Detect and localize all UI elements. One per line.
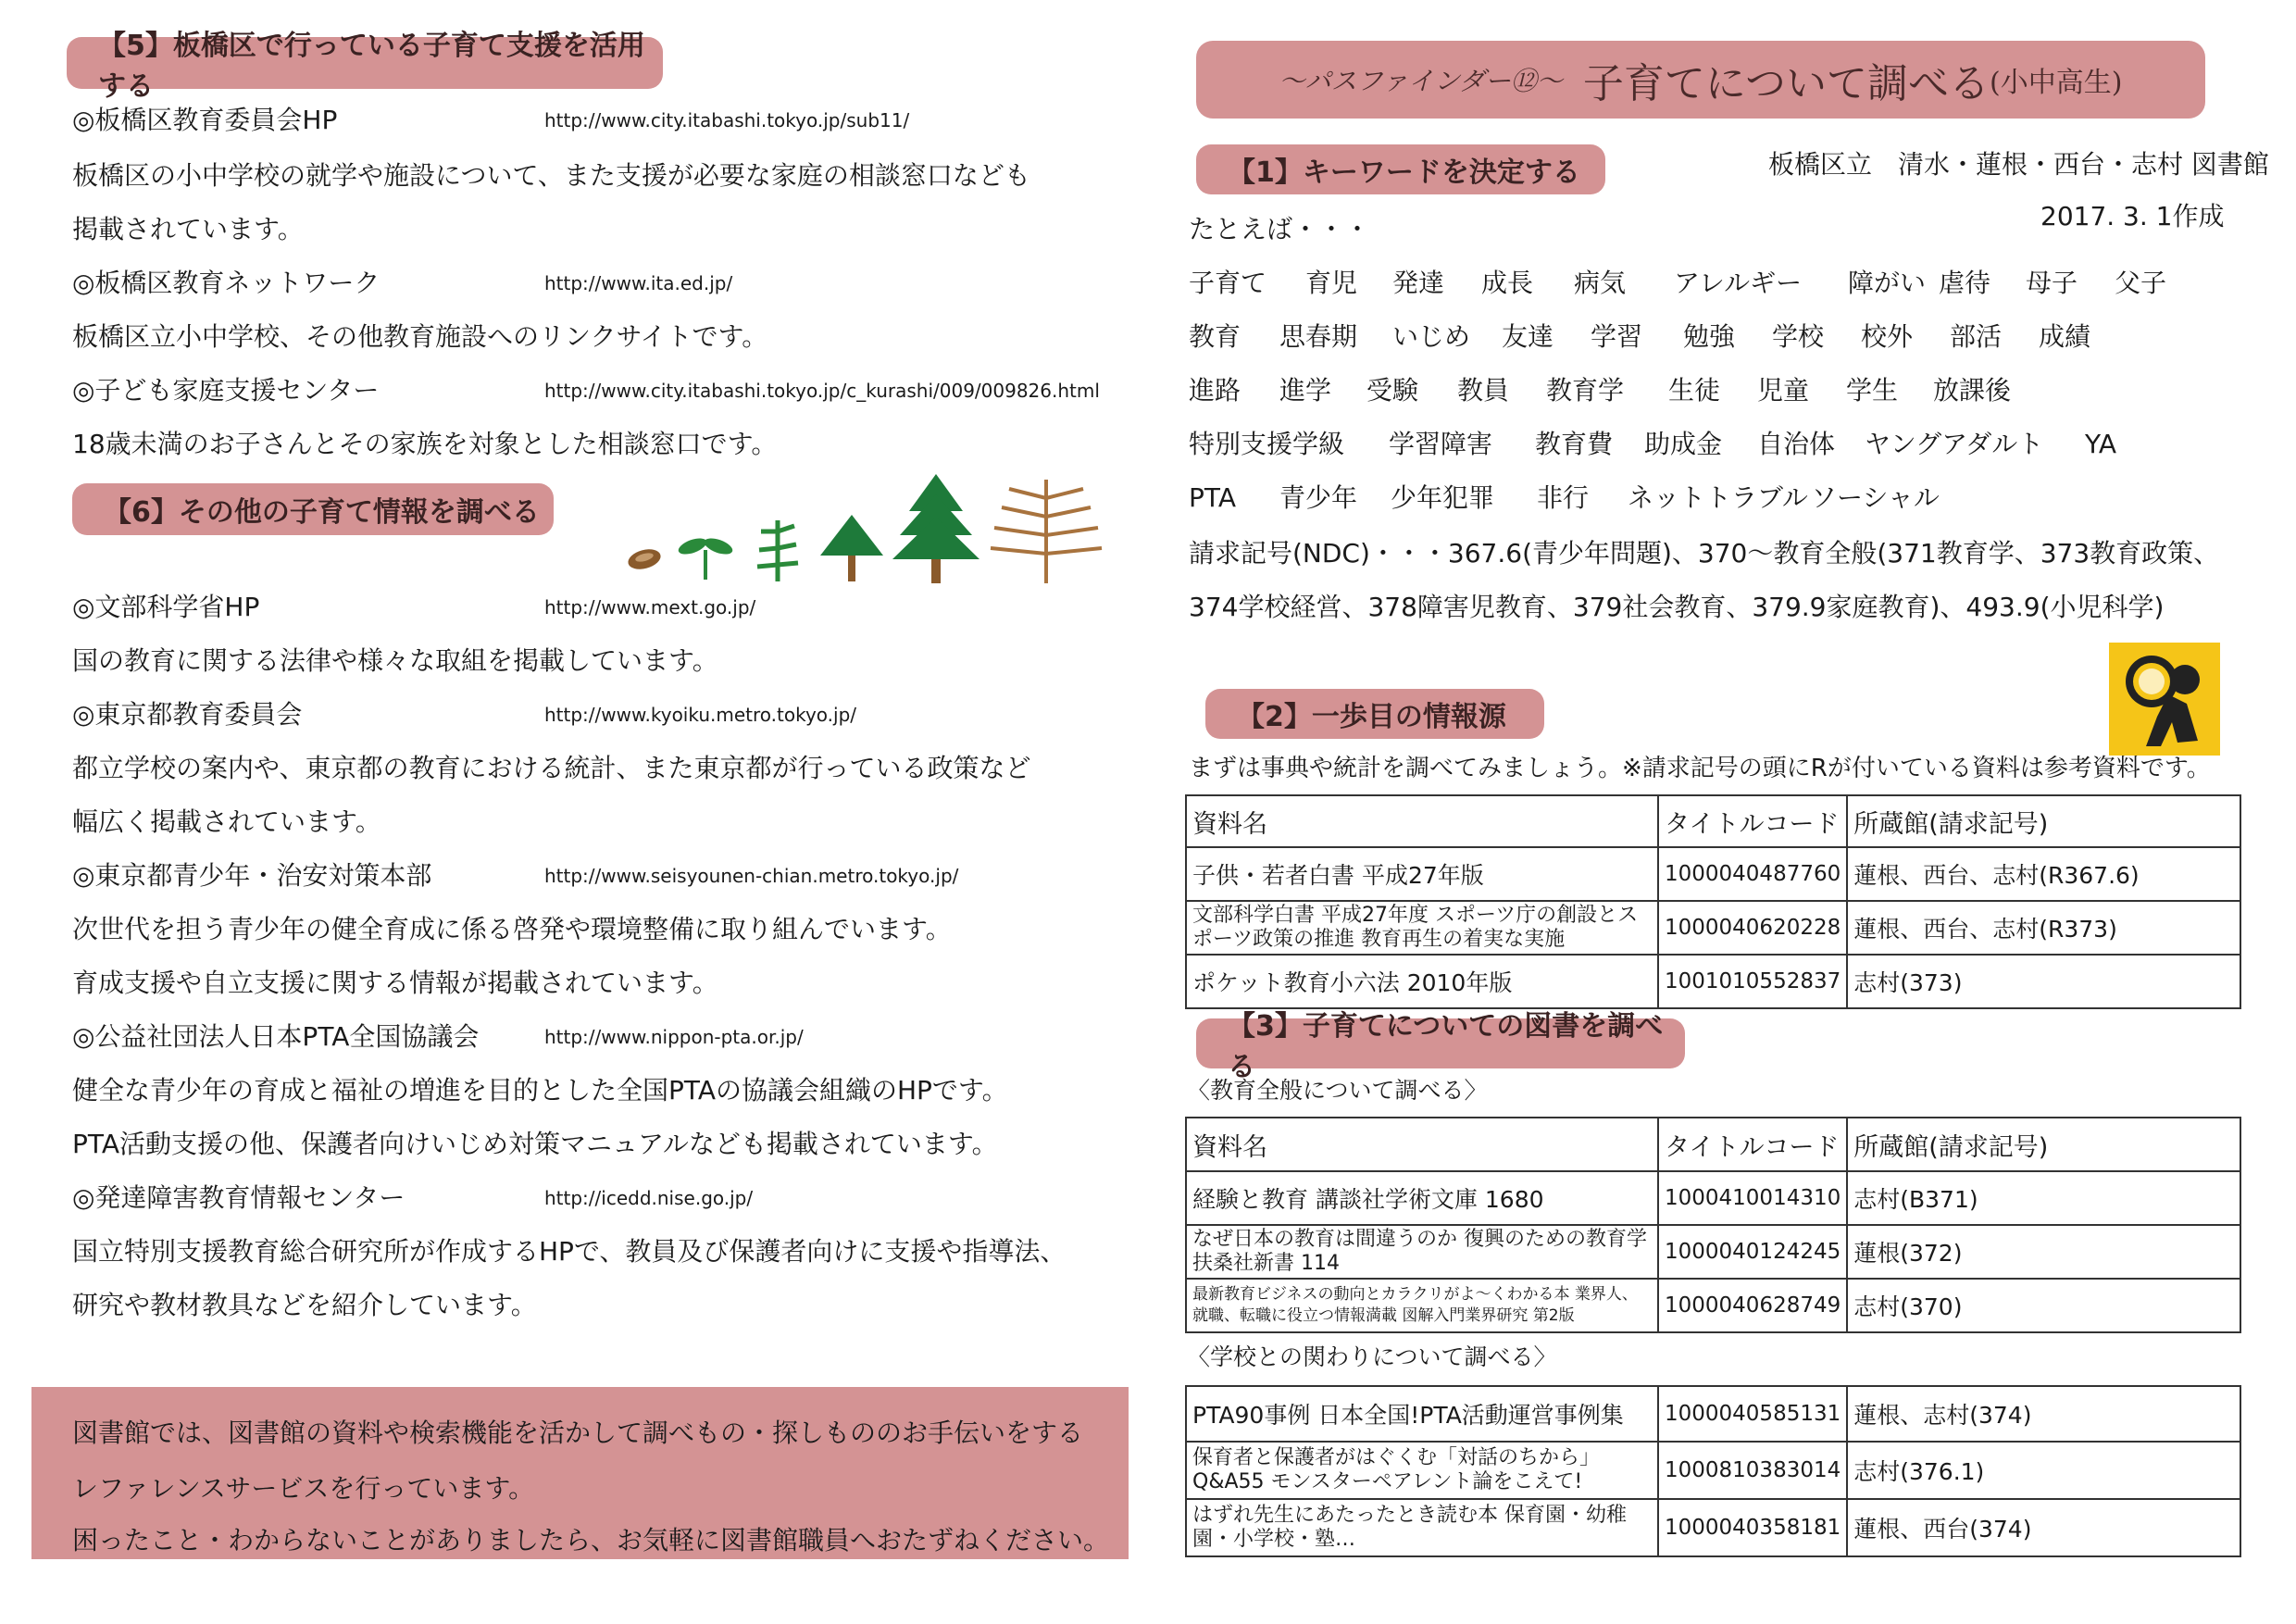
- table-header-row: [1186, 795, 2240, 847]
- section5-title: 【5】板橋区で行っている子育て支援を活用する: [98, 30, 645, 103]
- table-row: [1186, 1279, 2240, 1332]
- title-code: 1000040628749: [1658, 1279, 1847, 1332]
- magnifier-icon: [2109, 643, 2220, 756]
- keyword: 病気: [1574, 268, 1627, 298]
- keyword: YA: [2085, 429, 2117, 459]
- keyword: 学生: [1846, 375, 1899, 406]
- site-desc: 板橋区立小中学校、その他教育施設へのリンクサイトです。: [72, 321, 768, 352]
- site-desc: 国の教育に関する法律や様々な取組を掲載しています。: [72, 645, 718, 676]
- book-title: 最新教育ビジネスの動向とカラクリがよ～くわかる本 業界人、就職、転職に役立つ情報満載 図解入門業界研究 第2版: [1186, 1279, 1658, 1332]
- keyword: 勉強: [1683, 321, 1736, 352]
- large-tree-icon: [892, 474, 980, 583]
- ndc-line: 374学校経営、378障害児教育、379社会教育、379.9家庭教育)、493.9(小児科学): [1189, 592, 2165, 622]
- site-name: ◎文部科学省HP: [72, 592, 260, 622]
- site-desc: 健全な青少年の育成と福祉の増進を目的とした全国PTAの協議会組織のHPです。: [72, 1075, 1008, 1106]
- section6-title: 【6】その他の子育て情報を調べる: [104, 496, 540, 529]
- keyword: PTA: [1189, 482, 1236, 513]
- site-desc: PTA活動支援の他、保護者向けいじめ対策マニュアルなども掲載されています。: [72, 1129, 998, 1159]
- site-desc: 18歳未満のお子さんとその家族を対象とした相談窓口です。: [72, 429, 778, 459]
- site-desc: 育成支援や自立支援に関する情報が掲載されています。: [72, 968, 718, 998]
- keyword: ネットトラブル: [1628, 482, 1808, 513]
- site-desc: 研究や教材教具などを紹介しています。: [72, 1290, 537, 1320]
- holding-library: 志村(370): [1847, 1279, 2240, 1332]
- table-row: [1186, 1225, 2240, 1279]
- column-header: 資料名: [1186, 795, 1658, 847]
- keyword: 学習障害: [1389, 429, 1493, 459]
- site-desc: 国立特別支援教育総合研究所が作成するHPで、教員及び保護者向けに支援や指導法、: [72, 1236, 1067, 1267]
- ndc-line: 請求記号(NDC)・・・367.6(青少年問題)、370～教育全般(371教育学、373教育政策、: [1189, 538, 2220, 568]
- site-desc: 掲載されています。: [72, 214, 304, 244]
- site-url[interactable]: http://www.nippon-pta.or.jp/: [544, 1026, 804, 1048]
- title-audience: (小中高生): [1990, 67, 2123, 99]
- small-tree-icon: [820, 515, 883, 581]
- keyword: アレルギー: [1674, 268, 1803, 298]
- keyword: 非行: [1537, 482, 1590, 513]
- site-name: ◎板橋区教育委員会HP: [72, 105, 338, 135]
- section1-title: 【1】キーワードを決定する: [1228, 156, 1580, 189]
- holding-library: 志村(376.1): [1847, 1442, 2240, 1499]
- keyword: 学校: [1772, 321, 1825, 352]
- column-header: 所蔵館(請求記号): [1847, 795, 2240, 847]
- site-name: ◎子ども家庭支援センター: [72, 375, 380, 406]
- keyword: 育児: [1305, 268, 1358, 298]
- title-code: 1000040487760: [1658, 847, 1847, 901]
- title-code: 1000040620228: [1658, 901, 1847, 955]
- site-url[interactable]: http://www.seisyounen-chian.metro.tokyo.jp/: [544, 865, 959, 887]
- site-name: ◎発達障害教育情報センター: [72, 1182, 406, 1213]
- section3-header: [1196, 1010, 1685, 1083]
- site-url[interactable]: http://www.city.itabashi.tokyo.jp/sub11/: [544, 109, 910, 131]
- book-title: 経験と教育 講談社学術文庫 1680: [1186, 1171, 1658, 1225]
- site-url[interactable]: http://icedd.nise.go.jp/: [544, 1187, 754, 1209]
- keyword: 進学: [1279, 375, 1332, 406]
- page-title: 子育てについて調べる: [1582, 60, 1990, 107]
- table-row: [1186, 1171, 2240, 1225]
- table-row: [1186, 1499, 2240, 1556]
- column-header: 資料名: [1186, 1118, 1658, 1171]
- library-names: 板橋区立 清水・蓮根・西台・志村 図書館: [1768, 149, 2269, 180]
- holding-library: 蓮根(372): [1847, 1225, 2240, 1279]
- keyword: 青少年: [1279, 482, 1358, 513]
- notice-line: 困ったこと・わからないことがありましたら、お気軽に図書館職員へおたずねください。: [72, 1525, 1110, 1555]
- keyword: 学習: [1591, 321, 1643, 352]
- book-title: PTA90事例 日本全国!PTA活動運営事例集: [1186, 1386, 1658, 1442]
- title-code: 1000810383014: [1658, 1442, 1847, 1499]
- keyword: 成績: [2039, 321, 2091, 352]
- section5-header: [67, 30, 663, 103]
- section2-intro: まずは事典や統計を調べてみましょう。※請求記号の頭にRが付いている資料は参考資料です。: [1189, 755, 2211, 782]
- keyword: 障がい: [1848, 268, 1927, 298]
- section3-title: 【3】子育てについての図書を調べる: [1228, 1010, 1664, 1083]
- keyword: 部活: [1950, 321, 2003, 352]
- site-desc: 幅広く掲載されています。: [72, 806, 381, 837]
- title-subtitle: ～パスファインダー⑫～: [1279, 66, 1563, 96]
- site-name: ◎板橋区教育ネットワーク: [72, 268, 381, 298]
- book-title: なぜ日本の教育は間違うのか 復興のための教育学 扶桑社新書 114: [1186, 1225, 1658, 1279]
- keyword: 生徒: [1668, 375, 1721, 406]
- site-url[interactable]: http://www.ita.ed.jp/: [544, 272, 733, 294]
- holding-library: 志村(373): [1847, 955, 2240, 1008]
- site-desc: 次世代を担う青少年の健全育成に係る啓発や環境整備に取り組んでいます。: [72, 914, 952, 944]
- keyword: 教育学: [1546, 375, 1625, 406]
- keyword: 友達: [1502, 321, 1554, 352]
- site-name: ◎東京都教育委員会: [72, 699, 303, 730]
- table-row: [1186, 901, 2240, 955]
- general-education-table: [1185, 1117, 2241, 1333]
- reference-service-notice: [31, 1387, 1129, 1559]
- keyword: 特別支援学級: [1189, 429, 1345, 459]
- keyword: 虐待: [1939, 268, 1991, 298]
- keyword: 校外: [1861, 321, 1914, 352]
- keyword-intro: たとえば・・・: [1189, 214, 1371, 244]
- table-header-row: [1186, 1118, 2240, 1171]
- holding-library: 志村(B371): [1847, 1171, 2240, 1225]
- section6-header: [72, 483, 554, 535]
- keyword: いじめ: [1392, 321, 1471, 352]
- table-row: [1186, 955, 2240, 1008]
- site-name: ◎東京都青少年・治安対策本部: [72, 860, 432, 891]
- subsection-label: 〈教育全般について調べる〉: [1187, 1077, 1488, 1104]
- keyword: 助成金: [1644, 429, 1723, 459]
- book-title: はずれ先生にあたったとき読む本 保育園・幼稚園・小学校・塾…: [1186, 1499, 1658, 1556]
- column-header: タイトルコード: [1658, 795, 1847, 847]
- keyword: 児童: [1757, 375, 1810, 406]
- keyword: 放課後: [1933, 375, 2012, 406]
- bare-tree-icon: [991, 480, 1102, 583]
- table-row: [1186, 1386, 2240, 1442]
- site-name: ◎公益社団法人日本PTA全国協議会: [72, 1021, 480, 1052]
- school-relations-table: [1185, 1385, 2241, 1557]
- site-desc: 都立学校の案内や、東京都の教育における統計、また東京都が行っている政策など: [72, 753, 1031, 783]
- seedling-icon: [757, 520, 798, 581]
- title-code: 1001010552837: [1658, 955, 1847, 1008]
- holding-library: 蓮根、西台、志村(R373): [1847, 901, 2240, 955]
- column-header: 所蔵館(請求記号): [1847, 1118, 2240, 1171]
- site-url[interactable]: http://www.mext.go.jp/: [544, 596, 756, 618]
- table-row: [1186, 847, 2240, 901]
- section2-header: [1205, 689, 1544, 739]
- book-title: 子供・若者白書 平成27年版: [1186, 847, 1658, 901]
- reference-table: [1185, 794, 2241, 1009]
- subsection-label: 〈学校との関わりについて調べる〉: [1187, 1343, 1557, 1370]
- keyword: 自治体: [1757, 429, 1836, 459]
- notice-line: レファレンスサービスを行っています。: [72, 1473, 535, 1504]
- keyword: 教員: [1457, 375, 1510, 406]
- sprout-icon: [677, 535, 735, 580]
- table-row: [1186, 1442, 2240, 1499]
- keyword: 教育費: [1535, 429, 1614, 459]
- keyword: 思春期: [1279, 321, 1358, 352]
- keyword: 少年犯罪: [1391, 482, 1495, 513]
- notice-line: 図書館では、図書館の資料や検索機能を活かして調べもの・探しもののお手伝いをする: [72, 1418, 1084, 1448]
- site-desc: 板橋区の小中学校の就学や施設について、また支援が必要な家庭の相談窓口なども: [72, 160, 1030, 191]
- holding-library: 蓮根、志村(374): [1847, 1386, 2240, 1442]
- book-title: 保育者と保護者がはぐくむ「対話のちから」 Q&A55 モンスターペアレント論をこえて!: [1186, 1442, 1658, 1499]
- keyword: 子育て: [1189, 268, 1267, 298]
- tree-growth-illustration: [620, 470, 1111, 585]
- keyword: ソーシャル: [1811, 482, 1940, 513]
- site-url[interactable]: http://www.city.itabashi.tokyo.jp/c_kurashi/009/009826.html: [544, 380, 1100, 402]
- book-title: 文部科学白書 平成27年度 スポーツ庁の創設とスポーツ政策の推進 教育再生の着実な実施: [1186, 901, 1658, 955]
- title-code: 1000410014310: [1658, 1171, 1847, 1225]
- holding-library: 蓮根、西台(374): [1847, 1499, 2240, 1556]
- title-code: 1000040585131: [1658, 1386, 1847, 1442]
- keyword: 受験: [1366, 375, 1419, 406]
- holding-library: 蓮根、西台、志村(R367.6): [1847, 847, 2240, 901]
- title-code: 1000040124245: [1658, 1225, 1847, 1279]
- title-code: 1000040358181: [1658, 1499, 1847, 1556]
- site-url[interactable]: http://www.kyoiku.metro.tokyo.jp/: [544, 704, 857, 726]
- section1-header: [1196, 144, 1605, 194]
- keyword: 父子: [2115, 268, 2167, 298]
- keyword: 発達: [1392, 268, 1445, 298]
- book-title: ポケット教育小六法 2010年版: [1186, 955, 1658, 1008]
- keyword: 成長: [1481, 268, 1534, 298]
- keyword: ヤングアダルト: [1865, 429, 2044, 459]
- keyword: 進路: [1189, 375, 1242, 406]
- column-header: タイトルコード: [1658, 1118, 1847, 1171]
- section2-title: 【2】一歩目の情報源: [1237, 701, 1506, 733]
- keyword: 母子: [2026, 268, 2078, 298]
- creation-date: 2017. 3. 1作成: [2040, 201, 2225, 231]
- keyword: 教育: [1189, 321, 1242, 352]
- pathfinder-title-banner: [1196, 41, 2205, 119]
